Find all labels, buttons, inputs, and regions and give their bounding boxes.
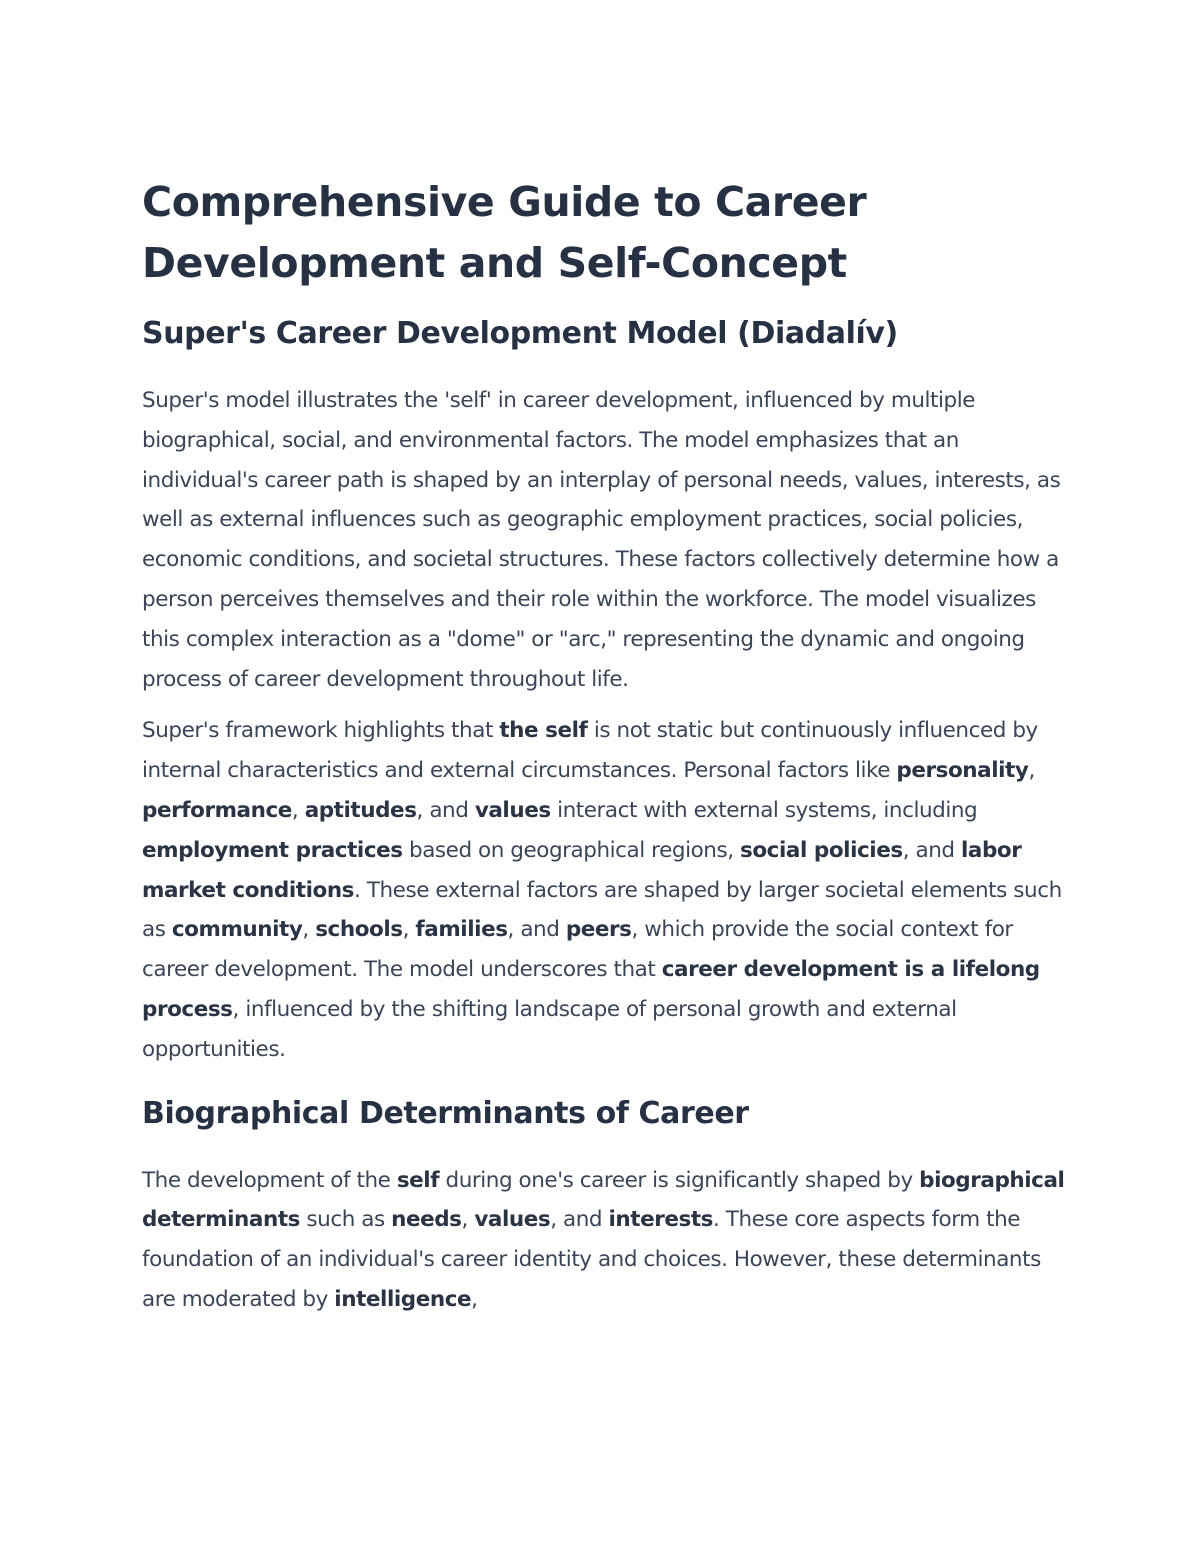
paragraph-super-model-intro: Super's model illustrates the 'self' in career development, influenced by multiple biographical, social, and environmental factors. The model emphasizes that an individual's career path is shaped by an interplay of personal needs, values, interests, as well as external influences such as geographic employment practices, social policies, economic conditions, and societal structures. These factors collectively determine how a person perceives themselves and their role within the workforce. The model visualizes this complex interaction as a "dome" or "arc," representing the dynamic and ongoing process of career development throughout life.	[142, 388, 1061, 692]
bold-term: biographical determinants	[142, 1167, 1065, 1233]
bold-term: self	[396, 1167, 440, 1193]
text-run: , and	[902, 837, 961, 863]
text-run: Super's framework highlights that	[142, 718, 500, 744]
text-run: , which provide the social context for career development. The model underscores that	[142, 917, 1013, 983]
bold-term: personality	[896, 758, 1029, 784]
bold-term: labor market conditions	[142, 837, 1022, 903]
page-title: Comprehensive Guide to Career Development and Self-Concept	[142, 178, 867, 287]
document-page	[142, 172, 1072, 1320]
text-run: is not static but continuously influenced by internal characteristics and external circumstances. Personal factors like	[142, 718, 1038, 784]
bold-term: social policies	[740, 837, 903, 863]
text-run: based on geographical regions,	[402, 837, 740, 863]
text-run: . These external factors are shaped by larger societal elements such as	[142, 877, 1062, 943]
text-run: The development of the	[142, 1167, 397, 1193]
bold-term: values	[474, 1207, 551, 1233]
text-run: ,	[1028, 758, 1035, 784]
bold-term: the self	[499, 718, 588, 744]
bold-term: career development is a lifelong process	[142, 957, 1040, 1022]
text-run: ,	[291, 797, 305, 823]
bold-term: values	[474, 797, 551, 823]
bold-term: schools	[315, 917, 403, 943]
text-run: , and	[550, 1207, 609, 1233]
bold-term: performance	[142, 797, 292, 823]
section-heading-biographical-determinants: Biographical Determinants of Career	[142, 1095, 749, 1131]
paragraph-biographical-determinants	[142, 1161, 1072, 1320]
bold-term: community	[171, 917, 303, 943]
text-run: ,	[302, 917, 316, 943]
text-run: such as	[300, 1207, 392, 1233]
text-run: , and	[507, 917, 566, 943]
paragraph-super-framework	[142, 711, 1072, 1069]
text-run: ,	[402, 917, 416, 943]
text-run: ,	[471, 1286, 478, 1312]
text-run: . These core aspects form the foundation of an individual's career identity and choices. However, these determinants are moderated by	[142, 1207, 1041, 1312]
text-run: ,	[461, 1207, 475, 1233]
text-run: , and	[416, 797, 475, 823]
bold-term: interests	[608, 1207, 714, 1233]
text-run: during one's career is significantly shaped by	[439, 1167, 920, 1193]
section-heading-super-model: Super's Career Development Model (Diadalív)	[142, 316, 898, 351]
bold-term: peers	[565, 917, 632, 943]
bold-term: aptitudes	[304, 797, 417, 823]
bold-term: intelligence	[334, 1286, 472, 1312]
text-run: interact with external systems, including	[550, 797, 978, 823]
bold-term: families	[415, 917, 508, 943]
text-run: , influenced by the shifting landscape of personal growth and external opportunities.	[142, 996, 957, 1062]
bold-term: employment practices	[142, 837, 403, 863]
bold-term: needs	[391, 1207, 462, 1233]
